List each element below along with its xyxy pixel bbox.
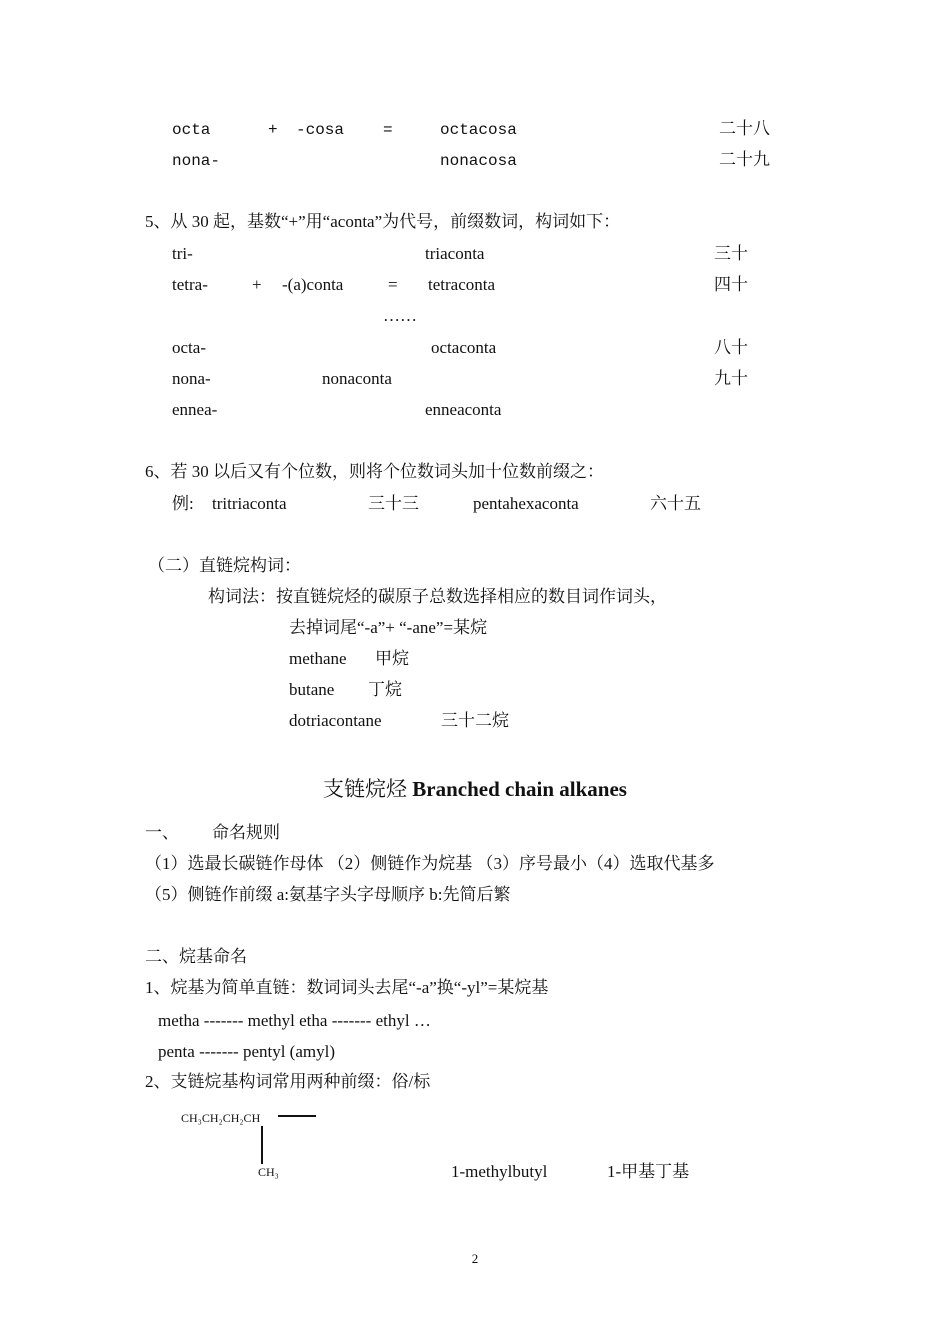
prefix-nona-2: nona-	[172, 369, 211, 388]
branched-title-cn: 支链烷烃	[323, 777, 408, 801]
word-octacosa: octacosa	[440, 121, 517, 139]
ellipsis: ……	[383, 306, 417, 325]
cn-29: 二十九	[719, 150, 770, 169]
cn-80: 八十	[714, 338, 748, 357]
structure-main-chain: CH₃CH₂CH₂CH	[181, 1111, 261, 1125]
plus-sign: +	[268, 121, 278, 139]
prefix-tri: tri-	[172, 244, 193, 263]
bond-horizontal	[278, 1115, 316, 1117]
alkyl-heading: 二、烷基命名	[145, 947, 247, 966]
section5-heading: 5、从 30 起，基数“+”用“aconta”为代号，前缀数词，构词如下：	[145, 212, 621, 231]
prefix-octa: octa	[172, 121, 211, 139]
alkyl-example-2: penta ------- pentyl (amyl)	[158, 1042, 335, 1061]
alkyl-item-1: 1、烷基为简单直链：数词词头去尾“-a”换“-yl”=某烷基	[145, 978, 549, 997]
alkyl-example-1: metha ------- methyl etha ------- ethyl …	[158, 1011, 431, 1030]
structure-name-en: 1-methylbutyl	[451, 1162, 548, 1181]
cn-90: 九十	[714, 369, 748, 388]
word-nonaconta: nonaconta	[322, 369, 392, 388]
bond-vertical	[261, 1126, 263, 1164]
rules-heading: 命名规则	[212, 823, 280, 842]
cn-30: 三十	[714, 244, 748, 263]
prefix-octa-2: octa-	[172, 338, 206, 357]
cn-40: 四十	[714, 275, 748, 294]
rules-heading-num: 一、	[145, 823, 179, 842]
example-label: 例:	[172, 494, 194, 513]
example-methane: methane	[289, 649, 347, 668]
rules-line-1: （1）选最长碳链作母体 （2）侧链作为烷基 （3）序号最小（4）选取代基多	[145, 854, 715, 873]
alkyl-item-2: 2、支链烷基构词常用两种前缀：俗/标	[145, 1072, 431, 1091]
rules-line-2: （5）侧链作前缀 a:氨基字头字母顺序 b:先简后繁	[145, 885, 511, 904]
equals-sign-2: =	[388, 275, 398, 294]
example-dotriacontane: dotriacontane	[289, 711, 382, 730]
branched-title-en: Branched chain alkanes	[412, 777, 627, 801]
suffix-cosa: -cosa	[296, 121, 345, 139]
straight-chain-heading: （二）直链烷构词：	[148, 556, 301, 575]
word-tetraconta: tetraconta	[428, 275, 496, 294]
word-nonacosa: nonacosa	[440, 152, 517, 170]
straight-chain-method: 构词法：按直链烷烃的碳原子总数选择相应的数目词作词头，	[208, 587, 667, 606]
structure-methyl: CH₃	[258, 1165, 279, 1179]
example-cn-65: 六十五	[650, 494, 701, 513]
suffix-aconta: -(a)conta	[282, 275, 344, 294]
example-butane: butane	[289, 680, 335, 699]
plus-sign-2: +	[252, 275, 262, 294]
word-triaconta: triaconta	[425, 244, 485, 263]
example-butane-cn: 丁烷	[368, 680, 402, 699]
word-enneaconta: enneaconta	[425, 400, 502, 419]
example-dotriacontane-cn: 三十二烷	[441, 711, 509, 730]
example-methane-cn: 甲烷	[375, 649, 409, 668]
example-tritriaconta: tritriaconta	[212, 494, 287, 513]
section6-heading: 6、若 30 以后又有个位数，则将个位数词头加十位数前缀之：	[145, 462, 604, 481]
cn-28: 二十八	[719, 119, 770, 138]
prefix-tetra: tetra-	[172, 275, 208, 294]
structure-name-cn: 1-甲基丁基	[607, 1162, 690, 1181]
example-pentahexaconta: pentahexaconta	[473, 494, 579, 513]
example-cn-33: 三十三	[368, 494, 419, 513]
equals-sign: =	[383, 121, 393, 139]
page-number: 2	[471, 1251, 479, 1266]
word-octaconta: octaconta	[431, 338, 497, 357]
straight-chain-rule: 去掉词尾“-a”+ “-ane”=某烷	[289, 618, 488, 637]
branched-title	[0, 779, 950, 800]
prefix-ennea: ennea-	[172, 400, 218, 419]
prefix-nona: nona-	[172, 152, 221, 170]
